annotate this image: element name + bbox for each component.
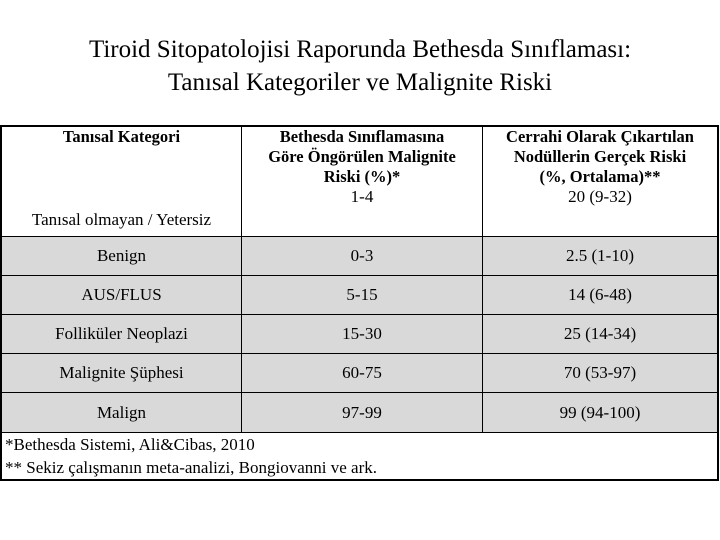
footnote: ** Sekiz çalışmanın meta-analizi, Bongiovanni ve ark. (5, 458, 377, 477)
row-actual: 99 (94-100) (482, 393, 717, 432)
row-category: Malignite Şüphesi (59, 363, 184, 382)
header-actual-line: (%, Ortalama)** (539, 167, 661, 186)
row-category: Benign (96, 246, 147, 265)
row-actual: 14 (6-48) (482, 276, 717, 314)
row-actual: 70 (53-97) (482, 354, 717, 392)
row-predicted: 15-30 (241, 315, 482, 353)
row-category: AUS/FLUS (81, 285, 162, 304)
header-predicted-cell (241, 127, 482, 236)
table-footnotes (2, 433, 717, 479)
row-category: Malign (96, 402, 147, 422)
row-category: Folliküler Neoplazi (55, 324, 188, 343)
table-row (2, 315, 717, 354)
table-row (2, 237, 717, 276)
header-actual-cell (482, 127, 717, 236)
first-row-predicted: 1-4 (350, 187, 374, 206)
header-predicted-line: Göre Öngörülen Malignite (268, 147, 456, 166)
title-line-2: Tanısal Kategoriler ve Malignite Riski (167, 69, 553, 96)
slide-title (0, 33, 720, 99)
table-row (2, 276, 717, 315)
row-predicted: 0-3 (241, 237, 482, 275)
row-actual: 2.5 (1-10) (482, 237, 717, 275)
table-row (2, 354, 717, 393)
title-line-1: Tiroid Sitopatolojisi Raporunda Bethesda Sınıflaması: (88, 36, 632, 63)
header-predicted-line: Bethesda Sınıflamasına (279, 127, 445, 146)
header-actual-line: Nodüllerin Gerçek Riski (513, 147, 687, 166)
bethesda-table (0, 125, 719, 481)
row-predicted: 97-99 (241, 393, 482, 432)
table-row (2, 393, 717, 433)
header-category: Tanısal Kategori (62, 127, 181, 146)
header-predicted-line: Riski (%)* (323, 167, 401, 186)
row-predicted: 5-15 (241, 276, 482, 314)
header-actual-line: Cerrahi Olarak Çıkartılan (506, 127, 694, 146)
first-row-category: Tanısal olmayan / Yetersiz (31, 210, 212, 229)
footnote: *Bethesda Sistemi, Ali&Cibas, 2010 (5, 435, 255, 454)
first-row-actual: 20 (9-32) (568, 187, 632, 206)
row-predicted: 60-75 (241, 354, 482, 392)
header-category-cell (2, 127, 241, 236)
row-actual: 25 (14-34) (482, 315, 717, 353)
table-header-row (2, 127, 717, 237)
